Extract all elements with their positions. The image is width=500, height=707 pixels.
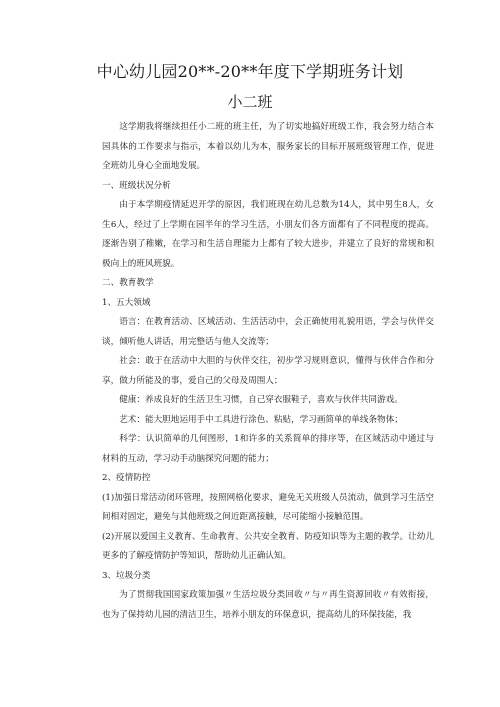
intro-paragraph: 这学期我将继续担任小二班的班主任，为了切实地搞好班级工作，我会努力结合本园具体的工作要求与指示，本着以幼儿为本，服务家长的目标开展班级管理工作，促进全班幼儿身心全面地发展。 [102,122,434,171]
domain-language-paragraph: 语言：在教育活动、区域活动、生活活动中，会正确使用礼貌用语，学会与伙伴交谈，倾听他人讲话，用完整话与他人交流等； [102,317,434,347]
domain-art-paragraph: 艺术：能大胆地运用手中工具进行涂色、粘贴，学习画简单的单线条物体； [119,414,403,425]
subheading-five-domains: 1、五大领域 [102,297,151,308]
epidemic-item-2: (2)开展以爱国主义教育、生命教育、公共安全教育、防疫知识等为主题的教学。让幼儿更多的了解疫情防护等知识，帮助幼儿正确认知。 [102,531,434,561]
document-title: 中心幼儿园20**-20**年度下学期班务计划 [96,62,404,81]
domain-social-paragraph: 社会：敢于在活动中大胆的与伙伴交往，初步学习规则意识，懂得与伙伴合作和分享，做力所能及的事，爱自己的父母及周围人； [102,356,434,386]
epidemic-item-1: (1)加强日常活动闭环管理，按照网格化要求，避免无关班级人员流动，做到学习生活空间相对固定，避免与其他班级之间近距离接触，尽可能缩小接触范围。 [102,492,434,522]
document-subtitle: 小二班 [227,93,273,111]
garbage-sorting-paragraph: 为了贯彻我国国家政策加强〃生活垃圾分类回收〃与〃再生资源回收〃有效衔接，也为了保持幼儿园的清洁卫生，培养小朋友的环保意识，提高幼儿的环保技能，我 [102,590,434,620]
domain-health-paragraph: 健康：养成良好的生活卫生习惯，自己穿衣服鞋子，喜欢与伙伴共同游戏。 [119,395,403,405]
domain-science-paragraph: 科学：认识简单的几何图形，1和许多的关系简单的排序等，在区域活动中通过与材料的互动，学习动手动脑探究问题的能力； [102,434,434,464]
section-heading-class-status: 一、班级状况分析 [102,180,171,191]
document-body [102,118,434,625]
class-status-paragraph: 由于本学期疫情延迟开学的原因，我们班现在幼儿总数为14人，其中男生8人，女生6人，经过了上学期在园半年的学习生活，小朋友们各方面都有了不同程度的提高。逐渐告别了稚嫩，在学习和生活自理能力上都有了较大进步，并建立了良好的常规和积极向上的班风班貌。 [102,200,434,269]
subheading-garbage-sorting: 3、垃圾分类 [102,570,151,581]
subheading-epidemic-control: 2、疫情防控 [102,473,151,483]
section-heading-teaching: 二、教育教学 [102,278,154,288]
